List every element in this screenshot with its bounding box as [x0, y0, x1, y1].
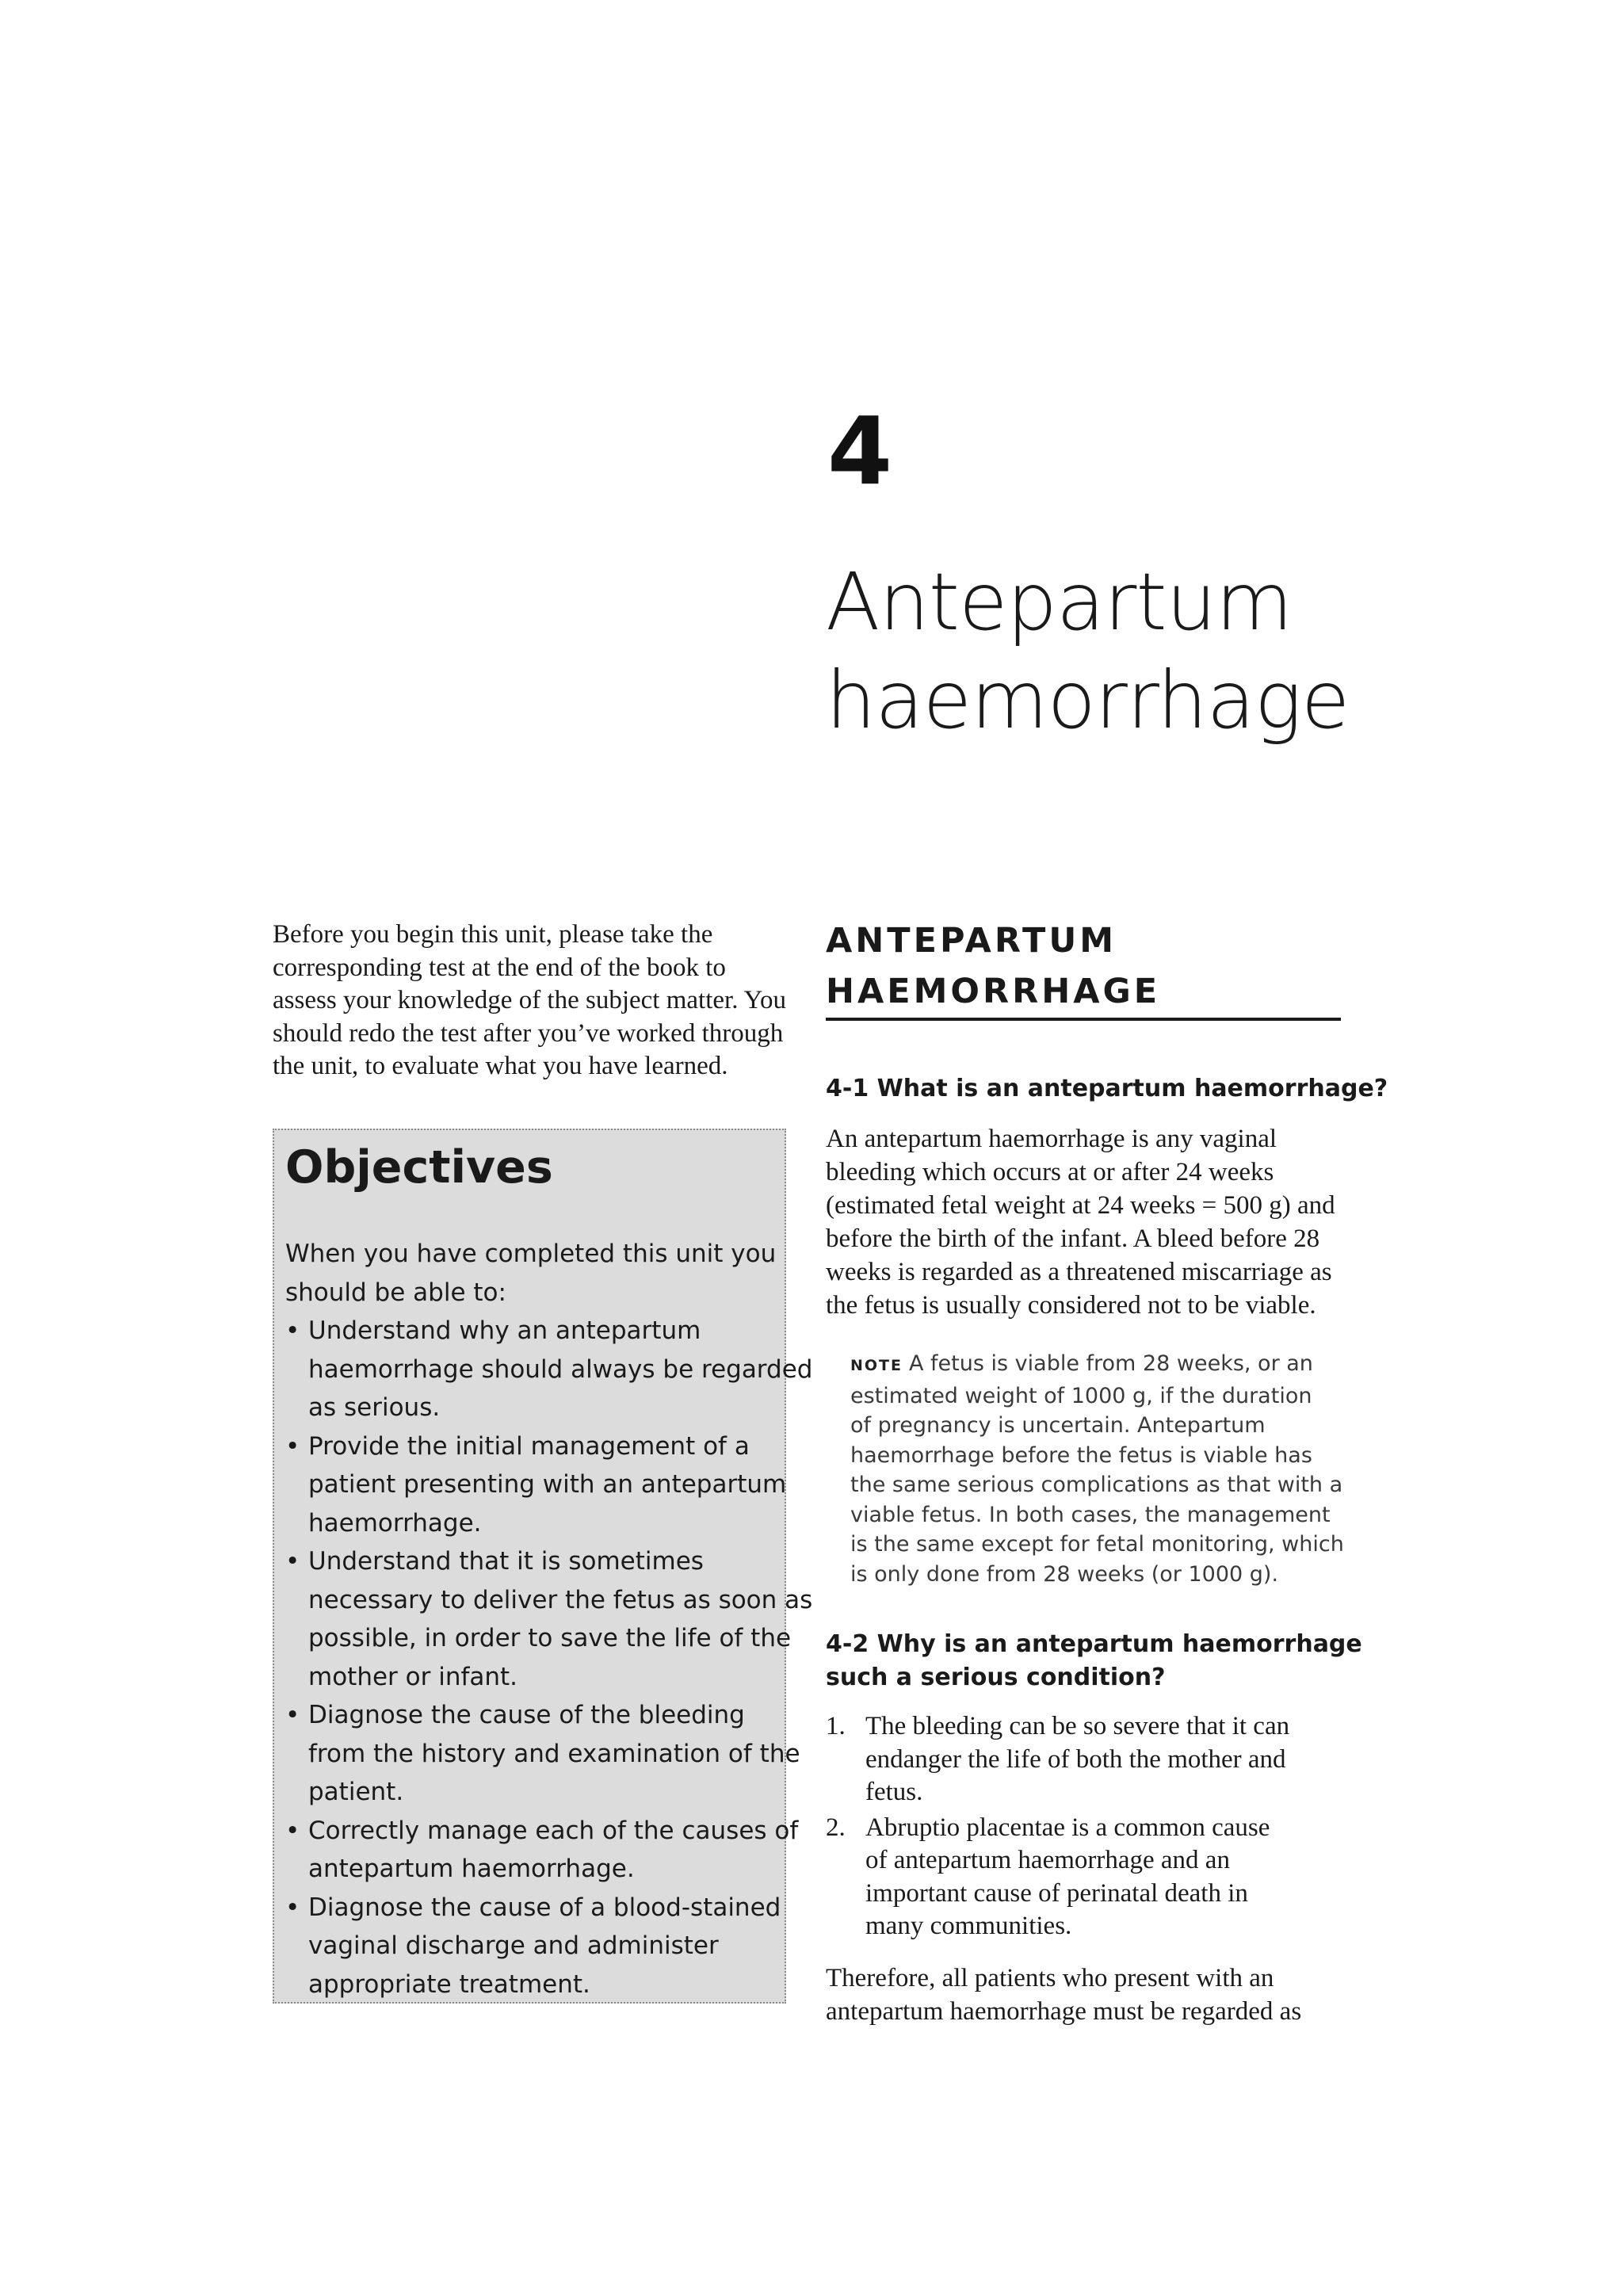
note-line: haemorrhage before the fetus is viable has [850, 1442, 1312, 1468]
objectives-lead-line: When you have completed this unit you [285, 1240, 777, 1268]
intro-line: the unit, to evaluate what you have learned. [273, 1052, 728, 1080]
intro-paragraph [273, 919, 789, 1083]
section-heading-line: HAEMORRHAGE [826, 972, 1161, 1011]
bullet-icon: • [285, 1316, 300, 1345]
answer-paragraph [826, 1962, 1349, 2028]
objective-line: Understand that it is sometimes [308, 1547, 704, 1576]
bullet-icon: • [285, 1431, 300, 1461]
objective-item [285, 1427, 787, 1543]
chapter-title-line: haemorrhage [826, 654, 1350, 747]
list-number: 1. [826, 1712, 846, 1740]
objectives-list [285, 1312, 813, 2004]
objective-line: antepartum haemorrhage. [308, 1855, 635, 1883]
answer-line: the fetus is usually considered not to be viable. [826, 1291, 1316, 1320]
objective-item [285, 1542, 813, 1696]
answer-line: (estimated fetal weight at 24 weeks = 500 g) and [826, 1191, 1335, 1220]
objectives-lead-line: should be able to: [285, 1278, 506, 1307]
note-line: is only done from 28 weeks (or 1000 g). [850, 1561, 1279, 1587]
answer-list-item [826, 1812, 1349, 1943]
note-line: is the same except for fetal monitoring, which [850, 1532, 1344, 1557]
intro-line: Before you begin this unit, please take the [273, 920, 713, 949]
objective-line: Diagnose the cause of a blood-stained [308, 1893, 781, 1922]
answer-line: Therefore, all patients who present with an [826, 1964, 1274, 1992]
objective-line: vaginal discharge and administer [308, 1931, 719, 1960]
note-line: the same serious complications as that with a [850, 1473, 1343, 1497]
question-heading-line: 4-1 What is an antepartum haemorrhage? [826, 1075, 1388, 1102]
objective-line: from the history and examination of the [308, 1739, 800, 1768]
answer-line: of antepartum haemorrhage and an [865, 1846, 1230, 1874]
list-number: 2. [826, 1813, 846, 1842]
objective-line: Provide the initial management of a [308, 1431, 750, 1461]
chapter-title-line: Antepartum [826, 556, 1293, 648]
objective-item [285, 1312, 813, 1427]
intro-line: should redo the test after you’ve worked through [273, 1018, 784, 1048]
answer-line: important cause of perinatal death in [865, 1878, 1248, 1908]
intro-line: corresponding test at the end of the book to [273, 953, 726, 982]
answer-line: before the birth of the infant. A bleed before 28 [826, 1224, 1320, 1253]
objective-line: mother or infant. [308, 1662, 518, 1691]
section-heading-line: ANTEPARTUM [826, 921, 1117, 961]
objective-line: possible, in order to save the life of the [308, 1624, 792, 1652]
objective-line: appropriate treatment. [308, 1969, 590, 1999]
note-line: of pregnancy is uncertain. Antepartum [850, 1413, 1266, 1438]
objectives-lead [285, 1235, 777, 1312]
answer-line: fetus. [865, 1778, 923, 1806]
note-text: A fetus is viable from 28 weeks, or an [909, 1351, 1313, 1376]
section-divider [826, 1018, 1341, 1021]
objective-line: patient presenting with an antepartum [308, 1470, 787, 1499]
objective-item [285, 1812, 799, 1889]
answer-line: An antepartum haemorrhage is any vaginal [826, 1125, 1277, 1153]
bullet-icon: • [285, 1701, 300, 1729]
bullet-icon: • [285, 1893, 300, 1922]
note-line: estimated weight of 1000 g, if the duration [850, 1383, 1312, 1408]
answer-list [826, 1710, 1349, 1943]
answer-line: antepartum haemorrhage must be regarded as [826, 1996, 1302, 2026]
objective-line: haemorrhage should always be regarded [308, 1354, 813, 1384]
answer-line: many communities. [865, 1912, 1072, 1940]
objective-line: as serious. [308, 1393, 441, 1422]
note-label: NOTE [850, 1357, 903, 1374]
question-heading-line: such a serious condition? [826, 1664, 1166, 1691]
note-line [850, 1349, 1342, 1381]
note-block [850, 1349, 1342, 1589]
objectives-heading: Objectives [285, 1141, 553, 1194]
answer-line: The bleeding can be so severe that it can [865, 1712, 1290, 1740]
bullet-icon: • [285, 1547, 300, 1576]
objective-item [285, 1696, 800, 1812]
objective-line: patient. [308, 1778, 404, 1806]
objective-item [285, 1889, 781, 2004]
objective-line: necessary to deliver the fetus as soon as [308, 1585, 813, 1614]
chapter-title [826, 553, 1460, 750]
answer-line: weeks is regarded as a threatened miscarriage as [826, 1258, 1332, 1286]
section-heading [826, 915, 1341, 1017]
objective-line: haemorrhage. [308, 1508, 482, 1538]
question-heading [826, 1628, 1362, 1694]
objective-line: Diagnose the cause of the bleeding [308, 1701, 745, 1729]
bullet-icon: • [285, 1816, 300, 1845]
intro-line: assess your knowledge of the subject matter. You [273, 986, 786, 1014]
objectives-box [273, 1129, 813, 2004]
answer-paragraph [826, 1122, 1349, 1322]
objective-line: Correctly manage each of the causes of [308, 1816, 799, 1845]
answer-line: bleeding which occurs at or after 24 weeks [826, 1158, 1274, 1186]
question-heading [826, 1072, 1388, 1106]
answer-line: endanger the life of both the mother and [865, 1744, 1286, 1774]
answer-list-item [826, 1710, 1349, 1809]
objective-line: Understand why an antepartum [308, 1316, 701, 1345]
chapter-number: 4 [827, 396, 893, 506]
note-line: viable fetus. In both cases, the management [850, 1502, 1331, 1527]
question-heading-line: 4-2 Why is an antepartum haemorrhage [826, 1630, 1362, 1658]
answer-line: Abruptio placentae is a common cause [865, 1813, 1270, 1842]
